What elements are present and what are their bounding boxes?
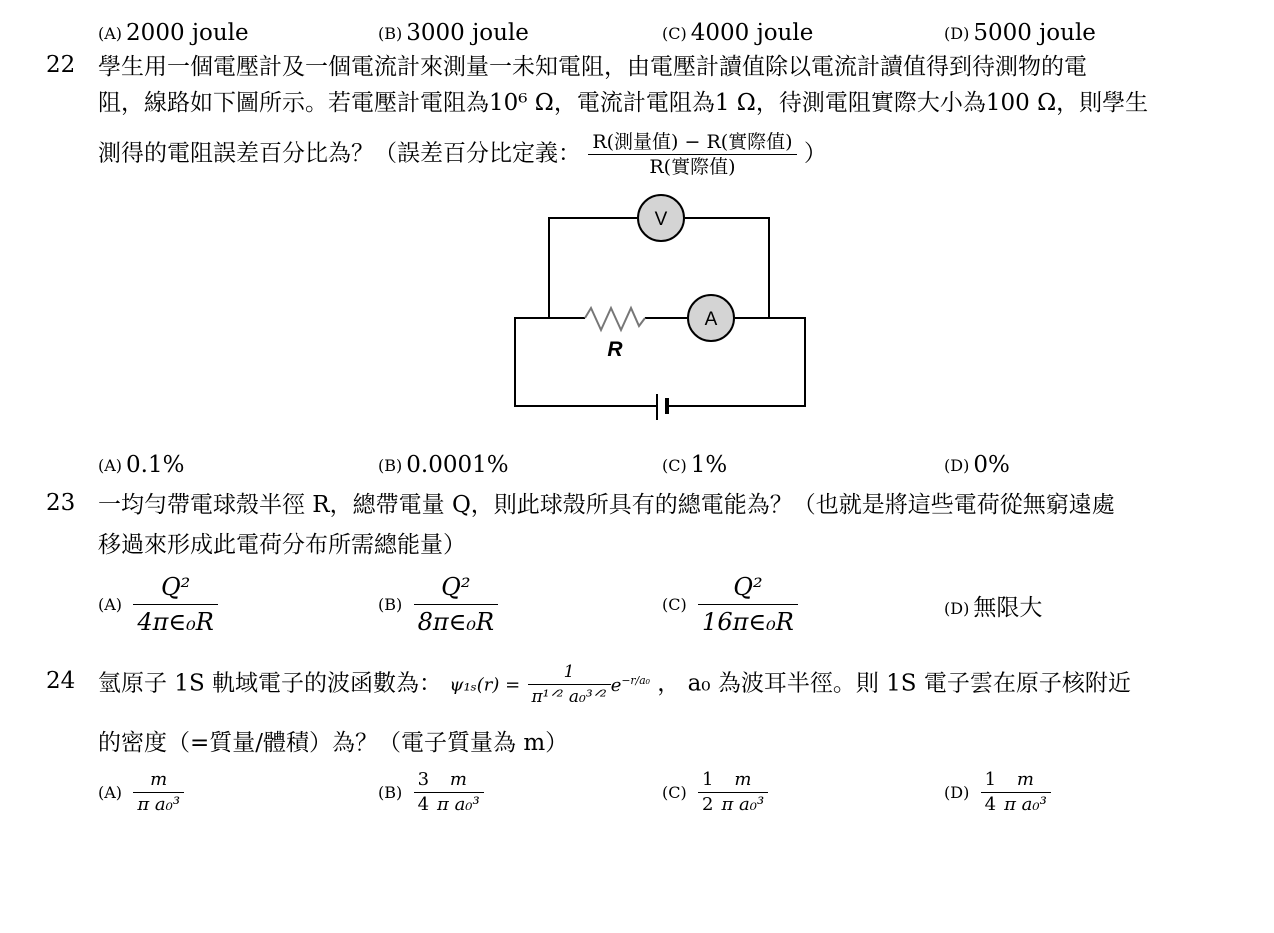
q22-option-a: (A) 0.1% — [98, 452, 185, 478]
q22-line2: 阻，線路如下圖所示。若電壓計電阻為10⁶ Ω，電流計電阻為1 Ω，待測電阻實際大小為100 Ω，則學生 — [98, 90, 1149, 116]
psi-exponential: $e^{-r/a_0}$ — [610, 673, 650, 696]
q21-option-a: (A) 2000 joule — [98, 20, 249, 46]
error-definition-numerator: R(測量值) − R(實際值) — [588, 130, 796, 155]
q22-line1: 學生用一個電壓計及一個電流計來測量一未知電阻，由電壓計讀值除以電流計讀值得到待測物的電 — [98, 54, 1087, 80]
q21-option-c: (C) 4000 joule — [662, 20, 814, 46]
error-definition-fraction — [588, 130, 796, 179]
q24-option-b-coefficient: $\frac{3}{4}$ — [414, 768, 433, 817]
ammeter-label: A — [704, 309, 718, 330]
q22-line3-close: ） — [803, 140, 827, 167]
resistor-zigzag — [585, 308, 645, 330]
q24-number: 24 — [46, 668, 76, 694]
q23-option-c-fraction: $\frac{\text{Q²}}{\text{16π∈₀R}}$ — [698, 570, 798, 639]
q22-option-c: (C) 1% — [662, 452, 728, 478]
q23-option-c: (C) $\frac{\text{Q²}}{\text{16π∈₀R}}$ — [662, 570, 798, 639]
q24-option-c-coefficient: $\frac{1}{2}$ — [698, 768, 717, 817]
wire-left-bottom — [515, 318, 657, 406]
voltmeter-label: V — [654, 209, 668, 230]
q24-line1-text: 氫原子 1S 軌域電子的波函數為： — [98, 670, 443, 697]
circuit-wires — [515, 218, 805, 406]
q22-line3 — [98, 130, 827, 179]
wire-left-top — [549, 218, 637, 318]
q21-option-b: (B) 3000 joule — [378, 20, 529, 46]
resistor-label: R — [607, 338, 623, 361]
circuit-diagram — [505, 188, 815, 428]
q24-option-b: (B) $\frac{3}{4}$ $\frac{m}{\text{π a₀³}}$ — [378, 768, 484, 817]
q23-option-d: (D) 無限大 — [944, 595, 1043, 621]
wire-right-bottom — [667, 318, 805, 406]
q23-line2: 移過來形成此電荷分布所需總能量） — [98, 532, 466, 558]
q24-option-c: (C) $\frac{1}{2}$ $\frac{m}{\text{π a₀³}}$ — [662, 768, 768, 817]
q24-line1-continuation: ， a₀ 為波耳半徑。則 1S 電子雲在原子核附近 — [657, 670, 1131, 697]
psi-fraction: $\frac{1}{\text{π¹ᐟ² a₀³ᐟ²}}$ — [528, 660, 611, 709]
q24-option-a-fraction: $\frac{m}{\text{π a₀³}}$ — [133, 768, 184, 817]
error-definition-denominator: R(實際值) — [649, 156, 736, 178]
q23-number: 23 — [46, 490, 76, 516]
q22-line3-text: 測得的電阻誤差百分比為？（誤差百分比定義： — [98, 140, 581, 167]
q24-option-d-fraction: $\frac{m}{\text{π a₀³}}$ — [1000, 768, 1051, 817]
q23-line1: 一均勻帶電球殼半徑 R，總帶電量 Q，則此球殼所具有的總電能為？（也就是將這些電荷從無窮遠處 — [98, 492, 1115, 518]
q24-option-a: (A) $\frac{m}{\text{π a₀³}}$ — [98, 768, 184, 817]
q23-option-a-fraction: $\frac{\text{Q²}}{\text{4π∈₀R}}$ — [133, 570, 218, 639]
q21-option-d: (D) 5000 joule — [944, 20, 1096, 46]
q23-option-a: (A) $\frac{\text{Q²}}{\text{4π∈₀R}}$ — [98, 570, 218, 639]
q24-line1 — [98, 660, 1238, 709]
q22-option-b: (B) 0.0001% — [378, 452, 509, 478]
q24-option-c-fraction: $\frac{m}{\text{π a₀³}}$ — [718, 768, 769, 817]
q24-line2: 的密度（=質量/體積）為？（電子質量為 m） — [98, 730, 569, 756]
q24-option-d: (D) $\frac{1}{4}$ $\frac{m}{\text{π a₀³}}$ — [944, 768, 1051, 817]
q23-option-b: (B) $\frac{\text{Q²}}{\text{8π∈₀R}}$ — [378, 570, 498, 639]
q24-option-b-fraction: $\frac{m}{\text{π a₀³}}$ — [433, 768, 484, 817]
q24-option-d-coefficient: $\frac{1}{4}$ — [981, 768, 1000, 817]
psi-lhs: ψ₁ₛ(r) = — [449, 674, 521, 696]
q23-option-b-fraction: $\frac{\text{Q²}}{\text{8π∈₀R}}$ — [414, 570, 499, 639]
q22-number: 22 — [46, 52, 76, 78]
q22-option-d: (D) 0% — [944, 452, 1010, 478]
